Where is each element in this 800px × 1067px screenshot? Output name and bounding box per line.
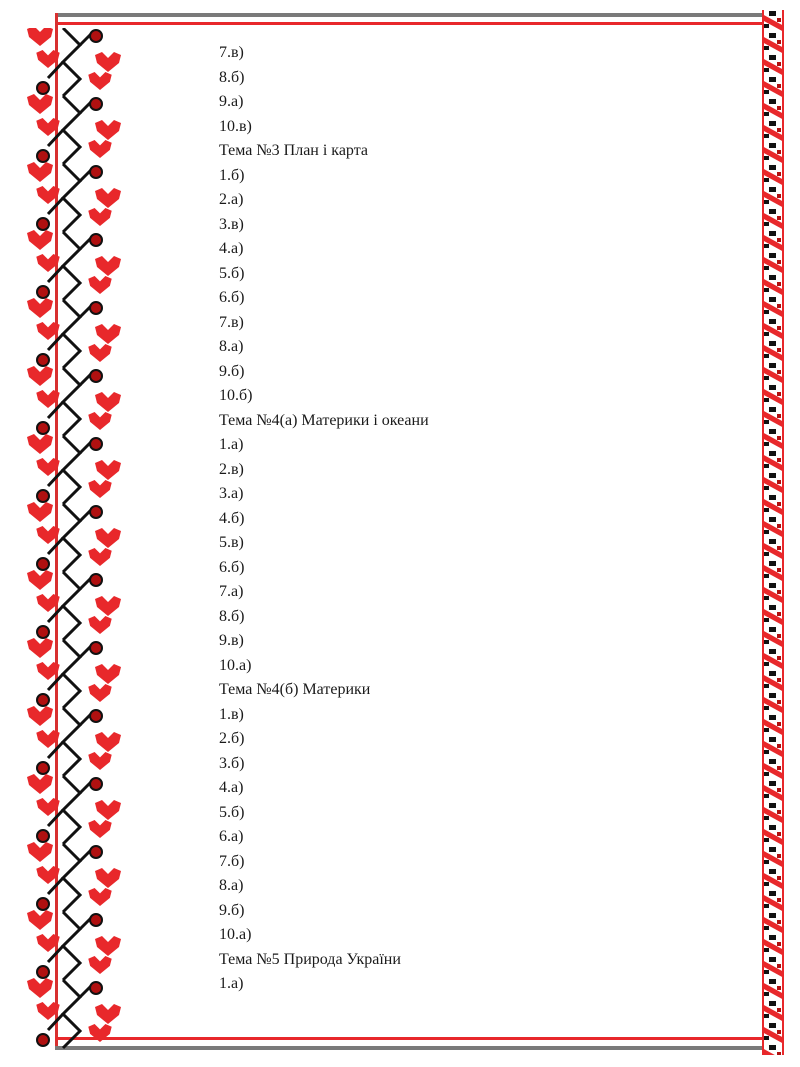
answer-line: 5.в) <box>219 534 244 551</box>
frame-top-border <box>55 13 762 17</box>
answer-line: 5.б) <box>219 264 245 282</box>
answer-line: 1.а) <box>219 436 244 453</box>
answer-line: 3.в) <box>219 215 244 233</box>
answer-line: 6.б) <box>219 289 245 306</box>
answer-line: 1.а) <box>219 975 244 992</box>
answer-line: 5.б) <box>219 803 245 821</box>
ornament-motif <box>27 230 121 300</box>
ornament-motif <box>27 638 121 708</box>
ornament-motif <box>27 298 121 368</box>
answer-line: 9.б) <box>219 901 245 919</box>
answer-line: 2.а) <box>219 191 244 208</box>
answer-line: 3.а) <box>219 485 244 502</box>
answer-line: 4.а) <box>219 779 244 796</box>
ornament-motif <box>27 28 121 96</box>
ornament-motif <box>27 842 121 912</box>
ornament-motif <box>27 774 121 844</box>
answer-line: 8.а) <box>219 877 244 894</box>
answer-line: 2.б) <box>219 730 245 747</box>
ornament-motif <box>27 162 121 232</box>
answer-line: 4.а) <box>219 240 244 257</box>
ornament-motif <box>27 366 121 436</box>
answer-line: 10.а) <box>219 656 252 674</box>
answer-line: 1.б) <box>219 166 245 184</box>
answer-line: 4.б) <box>219 509 245 527</box>
answer-line: 9.а) <box>219 93 244 110</box>
topic-heading: Тема №4(б) Материки <box>219 681 371 698</box>
embroidery-ornament-left <box>18 28 128 1053</box>
frame-bottom-red-line <box>55 1037 762 1040</box>
answer-list <box>219 41 739 997</box>
answer-line: 3.б) <box>219 754 245 772</box>
answer-line: 1.в) <box>219 705 244 723</box>
answer-line: 8.б) <box>219 68 245 86</box>
answer-line: 9.б) <box>219 362 245 380</box>
answer-line: 10.в) <box>219 117 252 135</box>
answer-line: 7.в) <box>219 313 244 331</box>
answer-line: 10.а) <box>219 926 252 943</box>
answer-line: 9.в) <box>219 632 244 649</box>
answer-line: 7.б) <box>219 852 245 870</box>
answer-line: 8.б) <box>219 607 245 625</box>
frame-bottom-border <box>55 1046 762 1050</box>
answer-line: 8.а) <box>219 338 244 355</box>
answer-line: 7.в) <box>219 44 244 61</box>
ornament-motif <box>27 910 121 980</box>
ornament-motif <box>27 502 121 572</box>
ornament-motif <box>27 978 121 1048</box>
answer-line: 6.а) <box>219 828 244 845</box>
answer-line: 2.в) <box>219 460 244 478</box>
ornament-motif <box>27 434 121 504</box>
answer-line: 6.б) <box>219 558 245 576</box>
embroidery-border-right <box>762 10 784 1055</box>
answer-line: 10.б) <box>219 387 253 404</box>
ornament-motif <box>27 94 121 164</box>
topic-heading: Тема №4(а) Материки і океани <box>219 411 429 429</box>
frame-top-red-line <box>55 22 762 25</box>
ornament-motif <box>27 570 121 640</box>
answer-line: 7.а) <box>219 583 244 600</box>
topic-heading: Тема №5 Природа України <box>219 950 401 968</box>
topic-heading: Тема №3 План і карта <box>219 142 369 159</box>
ornament-motif <box>27 706 121 776</box>
